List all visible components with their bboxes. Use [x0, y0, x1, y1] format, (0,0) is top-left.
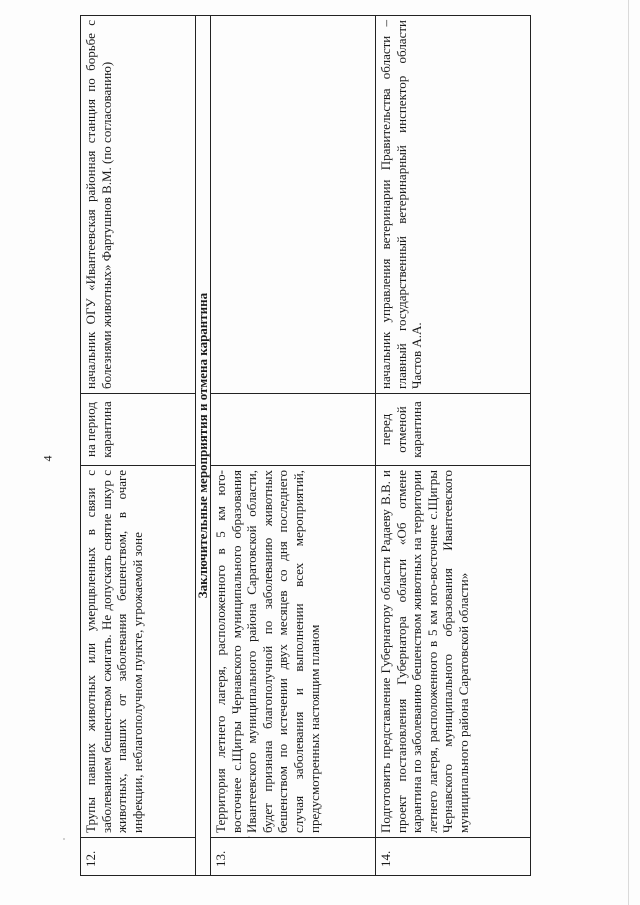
scan-speck: [63, 838, 65, 840]
table-row: [211, 16, 376, 876]
table-row: [81, 16, 196, 876]
section-title: Заключительные мероприятия и отмена карантина: [196, 16, 211, 876]
row-number: 12.: [81, 838, 196, 876]
action-cell: Трупы павших животных или умерщвленных в связи с заболеванием бешенством сжигать. Не допускать снятие шкур с животных, павших от заболевания бешенством, в очаге инфекции, неблагополучном пункте, угрожаемой зоне: [81, 466, 196, 838]
term-cell: перед отменой карантина: [376, 394, 531, 466]
action-cell: Территория летнего лагеря, расположенного в 5 км юго-восточнее с.Щигры Чернавского муниципального образования Ивантеевского муниципального района Саратовской области, будет признана благополучной по заболеванию животных бешенством по истечении двух месяцев со дня последнего случая заболевания и выполнении всех мероприятий, предусмотренных настоящим планом: [211, 466, 376, 838]
scan-edge-line: [628, 0, 629, 905]
responsible-cell: [211, 16, 376, 394]
table-row: [376, 16, 531, 876]
term-cell: на период карантина: [81, 394, 196, 466]
row-number: 14.: [376, 838, 531, 876]
row-number: 13.: [211, 838, 376, 876]
page-number: 4: [40, 455, 55, 461]
rotated-table-container: [80, 16, 522, 876]
plan-table: [80, 15, 531, 876]
responsible-cell: начальник управления ветеринарии Правительства области – главный государственный ветеринарный инспектор области Частов А.А.: [376, 16, 531, 394]
section-row: [196, 16, 211, 876]
responsible-cell: начальник ОГУ «Ивантеевская районная станция по борьбе с болезнями животных» Фартушнов В.М. (по согласованию): [81, 16, 196, 394]
action-cell: Подготовить представление Губернатору области Радаеву В.В. и проект постановления Губернатора области «Об отмене карантина по заболеванию бешенством животных на территории летнего лагеря, расположенного в 5 км юго-восточнее с.Щигры Чернавского муниципального образования Ивантеевского муниципального района Саратовской области»: [376, 466, 531, 838]
term-cell: [211, 394, 376, 466]
